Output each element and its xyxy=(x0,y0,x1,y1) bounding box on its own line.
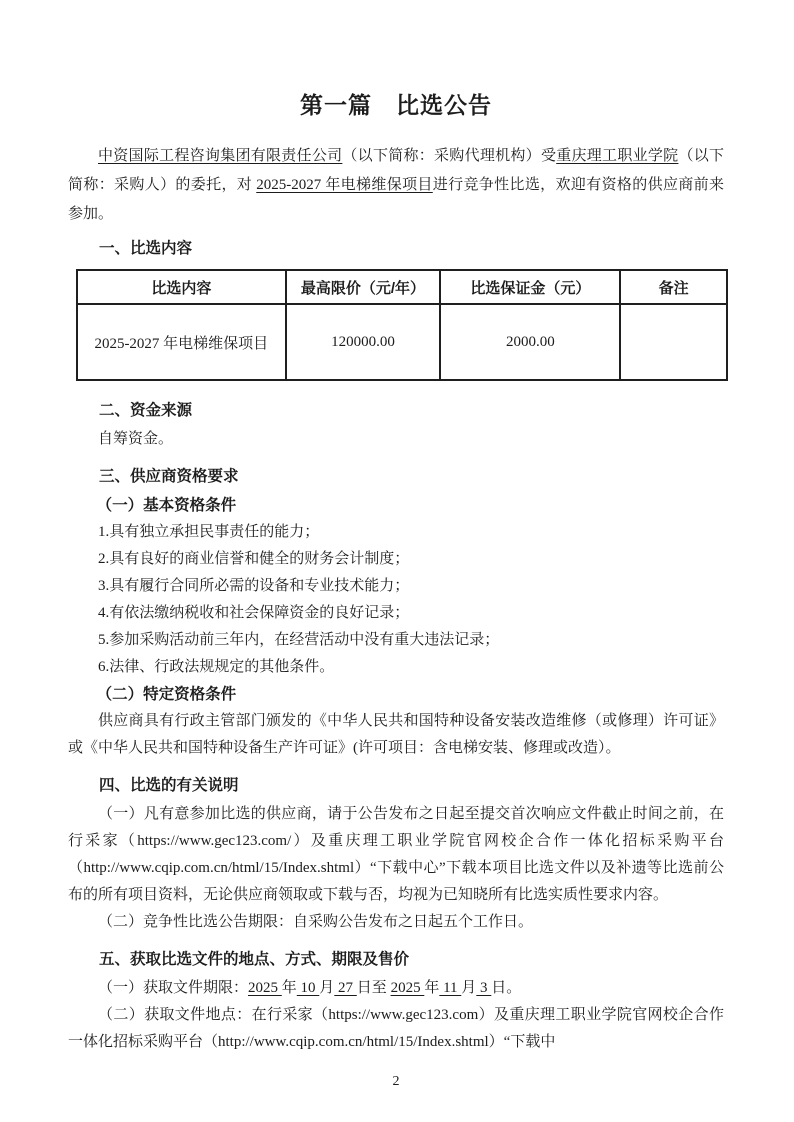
page-number: 2 xyxy=(392,1074,400,1089)
list-item: 2.具有良好的商业信誉和健全的财务会计制度； xyxy=(98,551,410,567)
list-item: 6.法律、行政法规规定的其他条件。 xyxy=(98,659,335,675)
section-4-paragraph-1: （一）凡有意参加比选的供应商，请于公告发布之日起至提交首次响应文件截止时间之前，在行采家（https://www.gec123.com/）及重庆理工职业学院官网校企合作一体化招标采购平台（http://www.cqip.com.cn/html/15/Index.shtml）“下载中心”下载本项目比选文件以及补遗等比选前公布的所有项目资料，无论供应商领取或下载与否，均视为已知晓所有比选实质性要求内容。 xyxy=(68,806,724,903)
bidding-content-table xyxy=(76,269,728,381)
section-5-heading: 五、获取比选文件的地点、方式、期限及售价 xyxy=(99,951,410,968)
list-item: 3.具有履行合同所必需的设备和专业技术能力； xyxy=(98,578,410,594)
cell-deposit: 2000.00 xyxy=(440,304,620,380)
cell-remarks xyxy=(620,304,727,380)
basic-qualification-list xyxy=(68,519,724,681)
col-header-max-price: 最高限价（元/年） xyxy=(286,270,441,304)
cell-project-name: 2025-2027 年电梯维保项目 xyxy=(77,304,286,380)
col-header-deposit: 比选保证金（元） xyxy=(440,270,620,304)
section-5-paragraph-1: （一）获取文件期限：2025 年 10 月 27 日至 2025 年 11 月 3 日。 xyxy=(98,980,522,996)
intro-paragraph: 中资国际工程咨询集团有限责任公司（以下简称：采购代理机构）受重庆理工职业学院（以下简称：采购人）的委托，对 2025-2027 年电梯维保项目进行竞争性比选，欢迎有资格的供应商前来参加。 xyxy=(68,148,724,222)
section-2-body: 自筹资金。 xyxy=(98,431,174,447)
section-2-heading: 二、资金来源 xyxy=(99,402,193,419)
table-header-row xyxy=(77,270,727,304)
section-4-heading: 四、比选的有关说明 xyxy=(99,777,239,794)
section-3-heading: 三、供应商资格要求 xyxy=(99,468,239,485)
list-item: 1.具有独立承担民事责任的能力； xyxy=(98,524,320,540)
section-5-paragraph-2: （二）获取文件地点：在行采家（https://www.gec123.com）及重庆理工职业学院官网校企合作一体化招标采购平台（http://www.cqip.com.cn/html/15/Index.shtml）“下载中 xyxy=(68,1007,724,1050)
section-3-sub-1-heading: （一）基本资格条件 xyxy=(96,497,237,514)
col-header-content: 比选内容 xyxy=(77,270,286,304)
section-4-paragraph-2: （二）竞争性比选公告期限：自采购公告发布之日起五个工作日。 xyxy=(98,914,534,930)
table-row xyxy=(77,304,727,380)
list-item: 5.参加采购活动前三年内，在经营活动中没有重大违法记录； xyxy=(98,632,500,648)
section-3-sub-2-heading: （二）特定资格条件 xyxy=(96,686,237,703)
cell-max-price: 120000.00 xyxy=(286,304,441,380)
list-item: 4.有依法缴纳税收和社会保障资金的良好记录； xyxy=(98,605,410,621)
section-3-sub-2-body: 供应商具有行政主管部门颁发的《中华人民共和国特种设备安装改造维修（或修理）许可证》或《中华人民共和国特种设备生产许可证》(许可项目：含电梯安装、修理或改造）。 xyxy=(68,713,724,756)
col-header-remarks: 备注 xyxy=(620,270,727,304)
page-title: 第一篇 比选公告 xyxy=(300,92,492,118)
section-1-heading: 一、比选内容 xyxy=(99,240,193,257)
